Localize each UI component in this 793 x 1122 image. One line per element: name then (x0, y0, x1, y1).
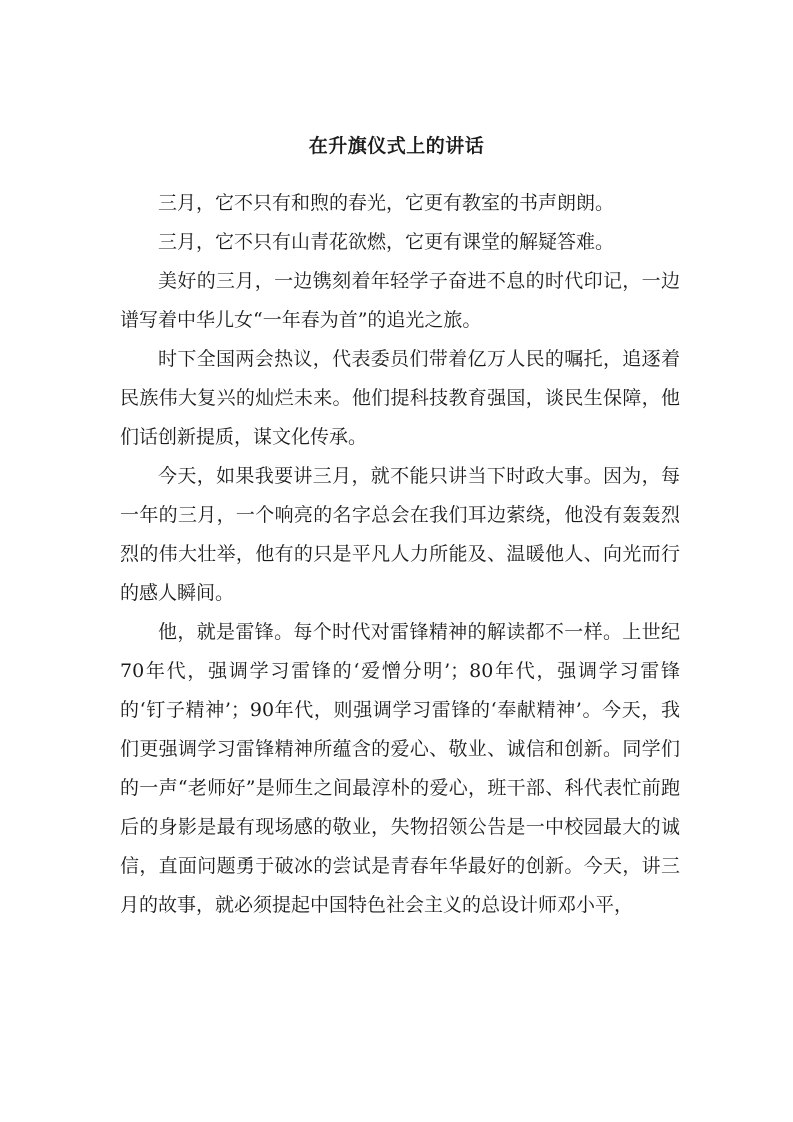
paragraph: 时下全国两会热议，代表委员们带着亿万人民的嘱托，追逐着民族伟大复兴的灿烂未来。他们提科技教育强国，谈民生保障，他们话创新提质，谋文化传承。 (120, 348, 680, 448)
paragraph: 三月，它不只有和煦的春光，它更有教室的书声朗朗。 (158, 192, 615, 214)
paragraph: 他，就是雷锋。每个时代对雷锋精神的解读都不一样。上世纪70年代，强调学习雷锋的‘爱憎分明’；80年代，强调学习雷锋的‘钉子精神’；90年代，则强调学习雷锋的‘奉献精神’。今天，我们更强调学习雷锋精神所蕴含的爱心、敬业、诚信和创新。同学们的一声“老师好”是师生之间最淳朴的爱心，班干部、科代表忙前跑后的身影是最有现场感的敬业，失物招领公告是一中校园最大的诚信，直面问题勇于破冰的尝试是青春年华最好的创新。今天，讲三月的故事，就必须提起中国特色社会主义的总设计师邓小平， (120, 621, 680, 916)
document-body (120, 184, 680, 925)
document-title: 在升旗仪式上的讲话 (308, 135, 485, 157)
paragraph: 今天，如果我要讲三月，就不能只讲当下时政大事。因为，每一年的三月，一个响亮的名字总会在我们耳边萦绕，他没有轰轰烈烈的伟大壮举，他有的只是平凡人力所能及、温暖他人、向光而行的感人瞬间。 (120, 465, 680, 604)
paragraph: 美好的三月，一边镌刻着年轻学子奋进不息的时代印记，一边谱写着中华儿女“一年春为首”的追光之旅。 (120, 270, 680, 331)
paragraph: 三月，它不只有山青花欲燃，它更有课堂的解疑答难。 (158, 231, 615, 253)
